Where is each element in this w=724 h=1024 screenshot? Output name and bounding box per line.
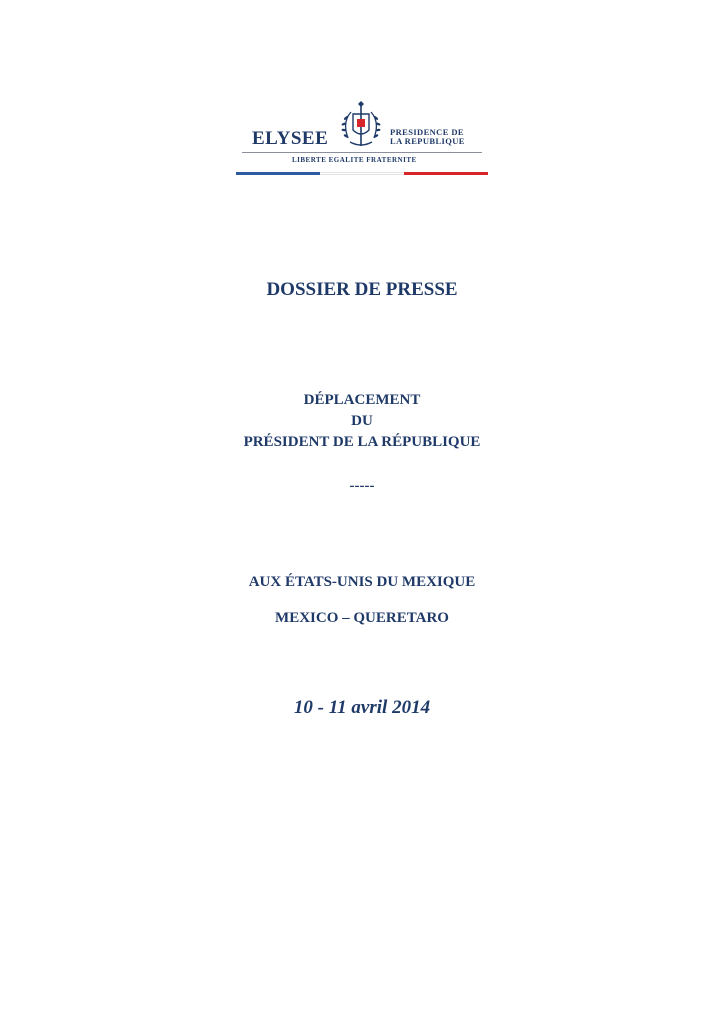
tricolor-white [320, 172, 404, 175]
tricolor-red [404, 172, 488, 175]
trip-line-3: PRÉSIDENT DE LA RÉPUBLIQUE [243, 434, 481, 450]
devise-text: LIBERTE EGALITE FRATERNITE [292, 156, 417, 164]
presidence-line-2: LA REPUBLIQUE [390, 136, 465, 146]
presidence-line-1: PRESIDENCE DE [390, 127, 464, 137]
tricolor-bar [236, 172, 488, 175]
republic-emblem-icon [338, 100, 384, 150]
letterhead [236, 100, 488, 180]
trip-description [0, 390, 724, 453]
destination-cities: MEXICO – QUERETARO [275, 610, 449, 626]
trip-line-1: DÉPLACEMENT [303, 392, 421, 408]
tricolor-blue [236, 172, 320, 175]
document-title: DOSSIER DE PRESSE [266, 279, 458, 300]
trip-line-2: DU [351, 413, 373, 429]
trip-dates: 10 - 11 avril 2014 [293, 697, 431, 718]
separator-dashes: ----- [349, 478, 375, 494]
elysee-wordmark: ELYSEE [252, 128, 329, 149]
destination-country: AUX ÉTATS-UNIS DU MEXIQUE [248, 574, 476, 590]
presidence-text [390, 128, 465, 146]
letterhead-divider [242, 152, 482, 153]
